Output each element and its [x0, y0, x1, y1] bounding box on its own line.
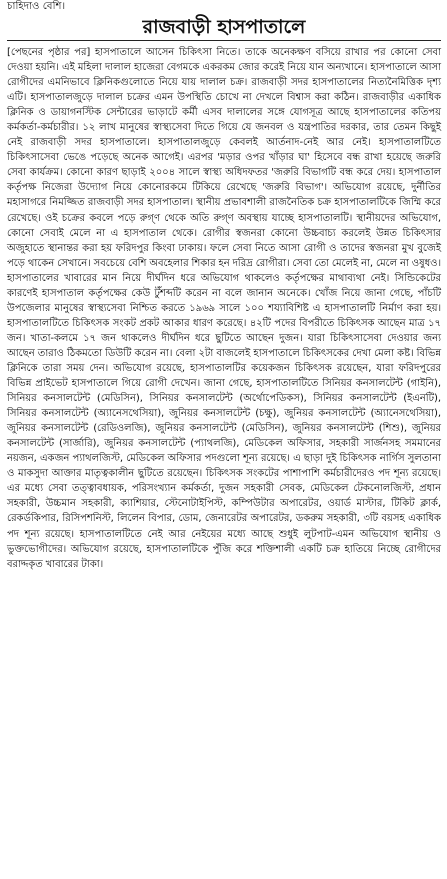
- article-body: [7, 45, 441, 572]
- previous-article-tail: চাহিদাও বেশি।: [7, 1, 66, 12]
- article-paragraph: [পেছনের পৃষ্ঠার পর] হাসপাতালে আসেন চিকিৎসা নিতে। তাকে অনেকক্ষণ বসিয়ে রাখার পর কোনো সেবা দেওয়া হয়নি। এই মহিলা দালাল হাজেরা বেগমকে একরকম জোর করেই নিয়ে যান অন্যখানে। হাসপাতালে আসা রোগীদের এমনিভাবে ক্লিনিকগুলোতে নিয়ে যায় দালাল চক্র। রাজবাড়ী সদর হাসপাতালের নিত্যনৈমিত্তিক দৃশ্য এটি। হাসপাতালজুড়ে দালাল চক্রের এমন উপস্থিতি চোখে না দেখলে বিশ্বাস করা কঠিন। রাজবাড়ীর একাধিক ক্লিনিক ও ডায়াগনস্টিক সেন্টারের ভাড়াটে কর্মী এসব দালালের সঙ্গে যোগসূত্র আছে হাসপাতালের কতিপয় কর্মকর্তা-কর্মচারীর। ১২ লাখ মানুষের স্বাস্থ্যসেবা দিতে গিয়ে যে জনবল ও যন্ত্রপাতির দরকার, তার তেমন কিছুই নেই রাজবাড়ী সদর হাসপাতালে। হাসপাতালজুড়ে কেবলই আর্তনাদ-নেই আর নেই। হাসপাতালটিতে চিকিৎসাসেবা ভেঙে পড়েছে অনেক আগেই। এরপর 'মড়ার ওপর খাঁড়ার ঘা' হিসেবে বন্ধ রাখা হয়েছে জরুরি সেবা কার্যক্রম। কোনো কারণ ছাড়াই ২০০৪ সালে স্বাস্থ্য অধিদফতর 'জরুরি বিভাগটি বন্ধ করে দেয়। হাসপাতাল কর্তৃপক্ষ নিজেরা উদ্যোগ নিয়ে কোনোরকমে টিকিয়ে রেখেছে 'জরুরি বিভাগ'। অভিযোগ রয়েছে, দুর্নীতির মহাসাগরে নিমজ্জিত রাজবাড়ী সদর হাসপাতাল। স্থানীয় প্রভাবশালী রাজনৈতিক চক্র হাসপাতালটিকে জিম্মি করে রেখেছে। ওই চক্রের কবলে পড়ে রুগ্‌ণ থেকে অতি রুগ্‌ণ অবস্থায় যাচ্ছে হাসপাতালটি। স্থানীয়দের অভিযোগ, কোনো সেবাই মেলে না এ হাসপাতাল থেকে। রোগীর স্বজনরা কোনো উচ্চবাচ্য করলেই উন্নত চিকিৎসার অজুহাতে স্থানান্তর করা হয় ফরিদপুর কিংবা ঢাকায়। ফলে সেবা নিতে আসা রোগী ও তাদের স্বজনরা মুখ বুজেই পড়ে থাকেন সেখানে। সবচেয়ে বেশি অবহেলার শিকার হন দরিদ্র রোগীরা। সেবা তো মেলেই না, মেলে না ওষুধও। হাসপাতালের খাবারের মান নিয়ে দীর্ঘদিন ধরে অভিযোগ থাকলেও কর্তৃপক্ষের মাথাব্যথা নেই। সিন্ডিকেটের কারণেই হাসপাতাল কর্তৃপক্ষের কেউ টুঁশব্দটি করেন না বলে জানান অনেকে। খোঁজ নিয়ে জানা গেছে, পাঁচটি উপজেলার মানুষের স্বাস্থ্যসেবা নিশ্চিত করতে ১৯৬৯ সালে ১০০ শয্যাবিশিষ্ট এ হাসপাতালটি নির্মাণ করা হয়। হাসপাতালটিতে চিকিৎসক সংকট প্রকট আকার ধারণ করেছে। ৪২টি পদের বিপরীতে চিকিৎসক আছেন মাত্র ১৭ জন। খাতা-কলমে ১৭ জন থাকলেও দীর্ঘদিন ধরে ছুটিতে আছেন দুজন। যারা চিকিৎসাসেবা দেওয়ার জন্য আছেন তারাও ঠিকমতো ডিউটি করেন না। বেলা ২টা বাজলেই হাসপাতালে চিকিৎসকের দেখা মেলা কষ্ট। বিভিন্ন ক্লিনিকে তারা সময় দেন। অভিযোগ রয়েছে, হাসপাতালটির কয়েকজন চিকিৎসক রয়েছেন, যারা ফরিদপুরের বিভিন্ন প্রাইভেট হাসপাতালে গিয়ে রোগী দেখেন। জানা গেছে, হাসপাতালটিতে সিনিয়র কনসালটেন্ট (গাইনি), সিনিয়র কনসালটেন্ট (মেডিসিন), সিনিয়র কনসালটেন্ট (অর্থোপেডিকস), সিনিয়র কনসালটেন্ট (ইএনটি), সিনিয়র কনসালটেন্ট (অ্যানেসথেসিয়া), জুনিয়র কনসালটেন্ট (চক্ষু), জুনিয়র কনসালটেন্ট (অ্যানেসথেসিয়া), জুনিয়র কনসালটেন্ট (রেডিওলজি), জুনিয়র কনসালটেন্ট (মেডিসিন), জুনিয়র কনসালটেন্ট (শিশু), জুনিয়র কনসালটেন্ট (সার্জারি), জুনিয়র কনসালটেন্ট (প্যাথলজি), মেডিকেল অফিসার, সহকারী সার্জনসহ সমমানের নয়জন, একজন প্যাথলজিস্ট, মেডিকেল অফিসার পদগুলো শূন্য রয়েছে। এ ছাড়া দুই চিকিৎসক নার্গিস সুলতানা ও মাকসুদা আক্তার মাতৃত্বকালীন ছুটিতে রয়েছেন। চিকিৎসক সংকটের পাশাপাশি কর্মচারীদেরও পদ শূন্য রয়েছে। এর মধ্যে সেবা তত্ত্বাবধায়ক, পরিসংখ্যান কর্মকর্তা, দুজন সহকারী সেবক, মেডিকেল টেকনোলজিস্ট, প্রধান সহকারী, উচ্চমান সহকারী, ক্যাশিয়ার, স্টেনোটাইপিস্ট, কম্পিউটার অপারেটর, ওয়ার্ড মাস্টার, টিকিট ক্লার্ক, রেকর্ডকিপার, রিসিপশনিস্ট, লিলেন বিপার, ডোম, জেনারেটর অপারেটর, ডকরুম সহকারী, ৩টি বয়সহ একাধিক পদ শূন্য রয়েছে। হাসপাতালটিতে নেই আর নেইয়ের মধ্যে আছে শুধুই লুটপাট-এমন অভিযোগ স্থানীয় ও ভুক্তভোগীদের। অভিযোগ রয়েছে, হাসপাতালটিকে পুঁজি করে শক্তিশালী একটি চক্র হাতিয়ে নিচ্ছে রোগীদের বরাদ্দকৃত খাবারের টাকা।: [7, 47, 441, 570]
- article-headline: রাজবাড়ী হাসপাতালে: [7, 16, 441, 41]
